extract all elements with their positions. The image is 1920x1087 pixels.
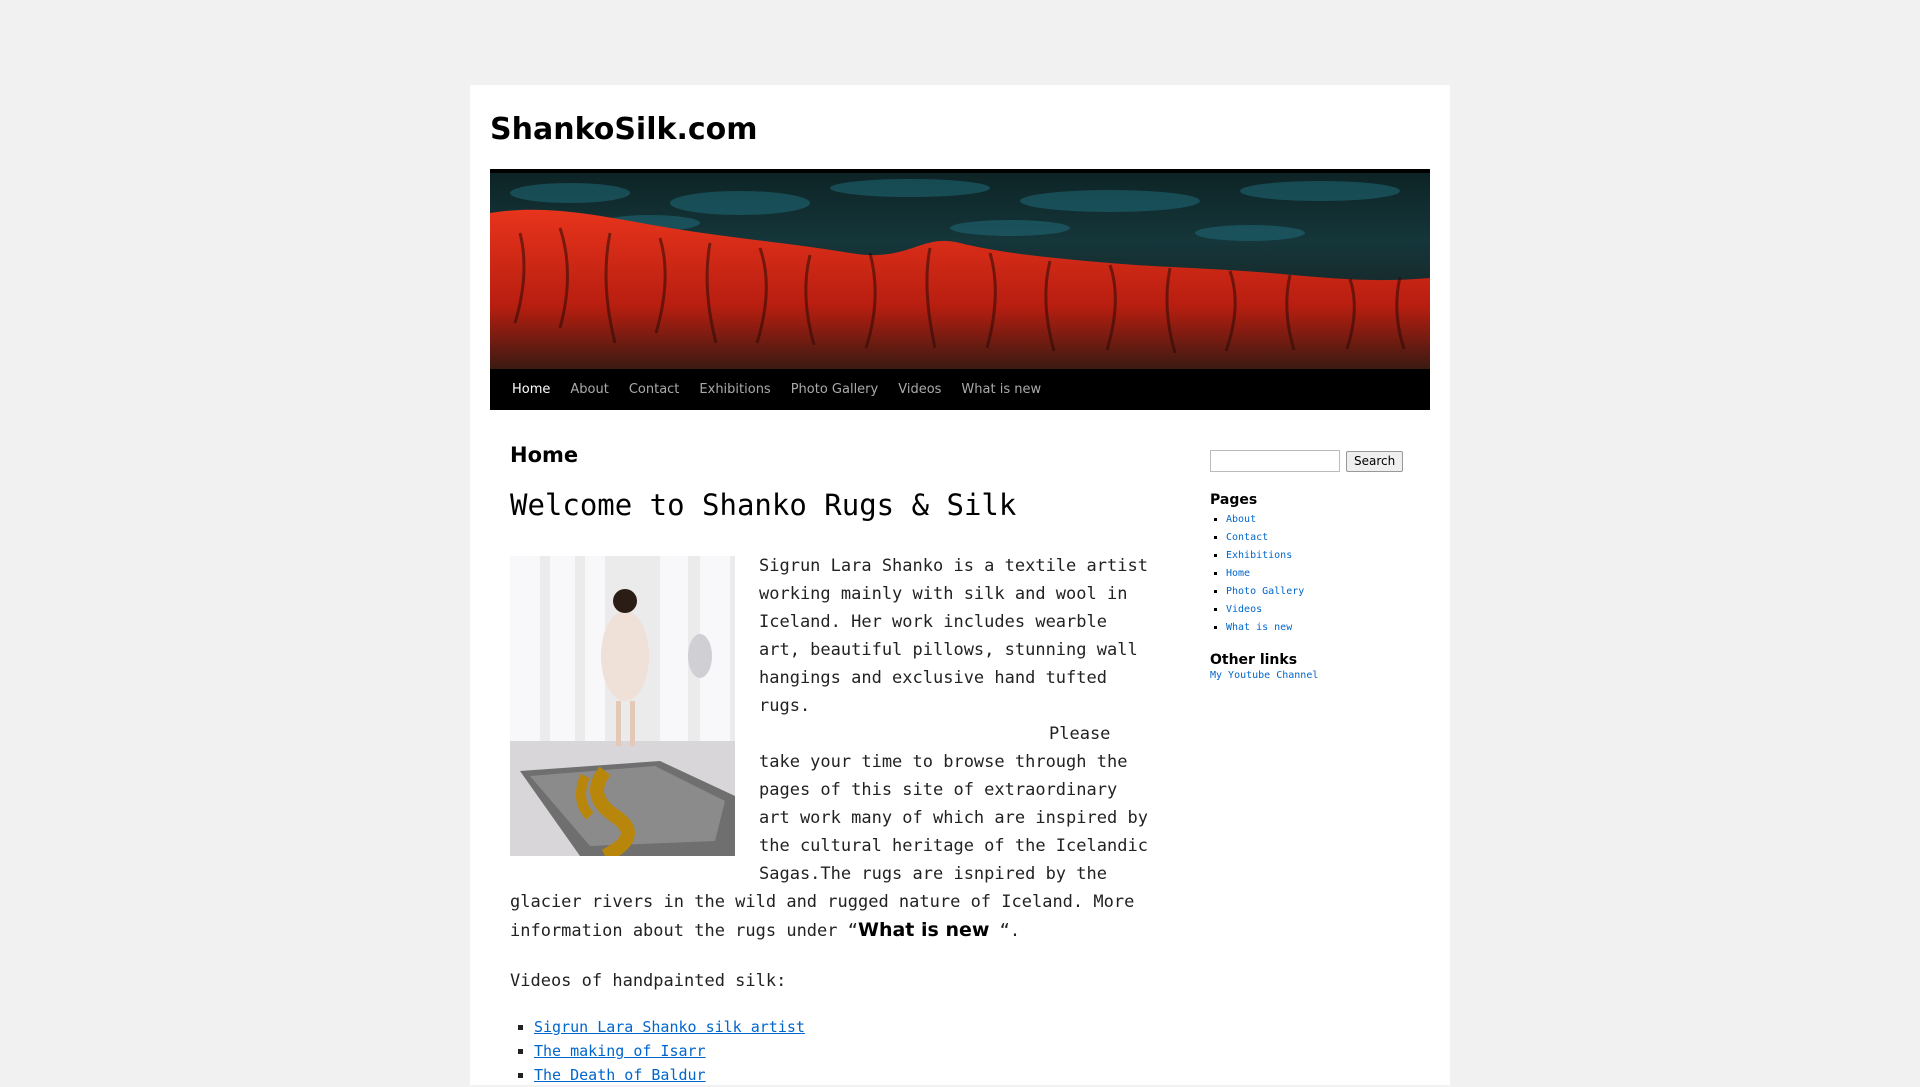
pages-list — [1210, 511, 1430, 637]
list-item — [534, 1039, 1150, 1063]
list-item — [534, 1063, 1150, 1087]
sidebar-page-exhibitions[interactable]: Exhibitions — [1226, 550, 1293, 561]
video-links-list — [510, 1015, 1150, 1087]
sidebar — [1210, 450, 1430, 681]
intro-paragraph: Sigrun Lara Shanko is a textile artist working mainly with silk and wool in Iceland. Her work includes wearble art, beautiful pillows, stunning wall hangings and exclusive hand tufted rugs. — [759, 555, 1148, 716]
artist-photo-image — [510, 556, 735, 856]
list-item — [1226, 601, 1430, 619]
main-navigation — [490, 369, 1430, 410]
list-item — [1226, 529, 1430, 547]
nav-item-home[interactable]: Home — [512, 382, 551, 397]
list-item — [1226, 619, 1430, 637]
page-title: Home — [510, 443, 579, 467]
sidebar-page-what-is-new[interactable]: What is new — [1226, 622, 1293, 633]
sidebar-page-home[interactable]: Home — [1226, 568, 1251, 579]
nav-item-videos[interactable]: Videos — [898, 382, 942, 397]
search-input[interactable] — [1210, 450, 1340, 472]
header-banner-image — [490, 169, 1430, 369]
nav-item-what-is-new[interactable]: What is new — [961, 382, 1042, 397]
browse-paragraph-text: Please take your time to browse through the pages of this site of extraordinary art work many of which are inspired by the cultural heritage of the Icelandic Sagas.The rugs are isnpired by the glacier rivers in the wild and rugged nature of Iceland. More information about the rugs under “ — [510, 723, 1148, 941]
video-link-silk-artist[interactable]: Sigrun Lara Shanko silk artist — [534, 1017, 805, 1036]
pages-widget-title: Pages — [1210, 492, 1258, 508]
page-wrapper — [470, 85, 1450, 1085]
site-title-link[interactable]: ShankoSilk.com — [490, 112, 758, 147]
video-link-death-of-baldur[interactable]: The Death of Baldur — [534, 1065, 706, 1084]
nav-item-exhibitions[interactable]: Exhibitions — [699, 382, 771, 397]
nav-item-contact[interactable]: Contact — [628, 382, 680, 397]
sidebar-page-videos[interactable]: Videos — [1226, 604, 1263, 615]
main-content — [510, 445, 1150, 1087]
videos-heading: Videos of handpainted silk: — [510, 970, 787, 991]
search-button[interactable]: Search — [1346, 451, 1403, 472]
other-links-widget-title: Other links — [1210, 652, 1298, 668]
browse-paragraph-end: “. — [989, 920, 1021, 941]
sidebar-page-about[interactable]: About — [1226, 514, 1257, 525]
list-item — [1226, 511, 1430, 529]
youtube-channel-link[interactable]: My Youtube Channel — [1210, 670, 1319, 681]
sidebar-page-contact[interactable]: Contact — [1226, 532, 1269, 543]
welcome-heading: Welcome to Shanko Rugs & Silk — [510, 488, 1017, 522]
list-item — [1226, 547, 1430, 565]
list-item — [1226, 583, 1430, 601]
entry-content — [510, 552, 1150, 1087]
nav-item-about[interactable]: About — [570, 382, 609, 397]
search-form — [1210, 450, 1430, 472]
list-item — [534, 1015, 1150, 1039]
video-link-making-of-isarr[interactable]: The making of Isarr — [534, 1041, 706, 1060]
sidebar-page-photo-gallery[interactable]: Photo Gallery — [1226, 586, 1305, 597]
nav-item-photo-gallery[interactable]: Photo Gallery — [790, 382, 879, 397]
what-is-new-link[interactable]: What is new — [858, 918, 990, 941]
list-item — [1226, 565, 1430, 583]
